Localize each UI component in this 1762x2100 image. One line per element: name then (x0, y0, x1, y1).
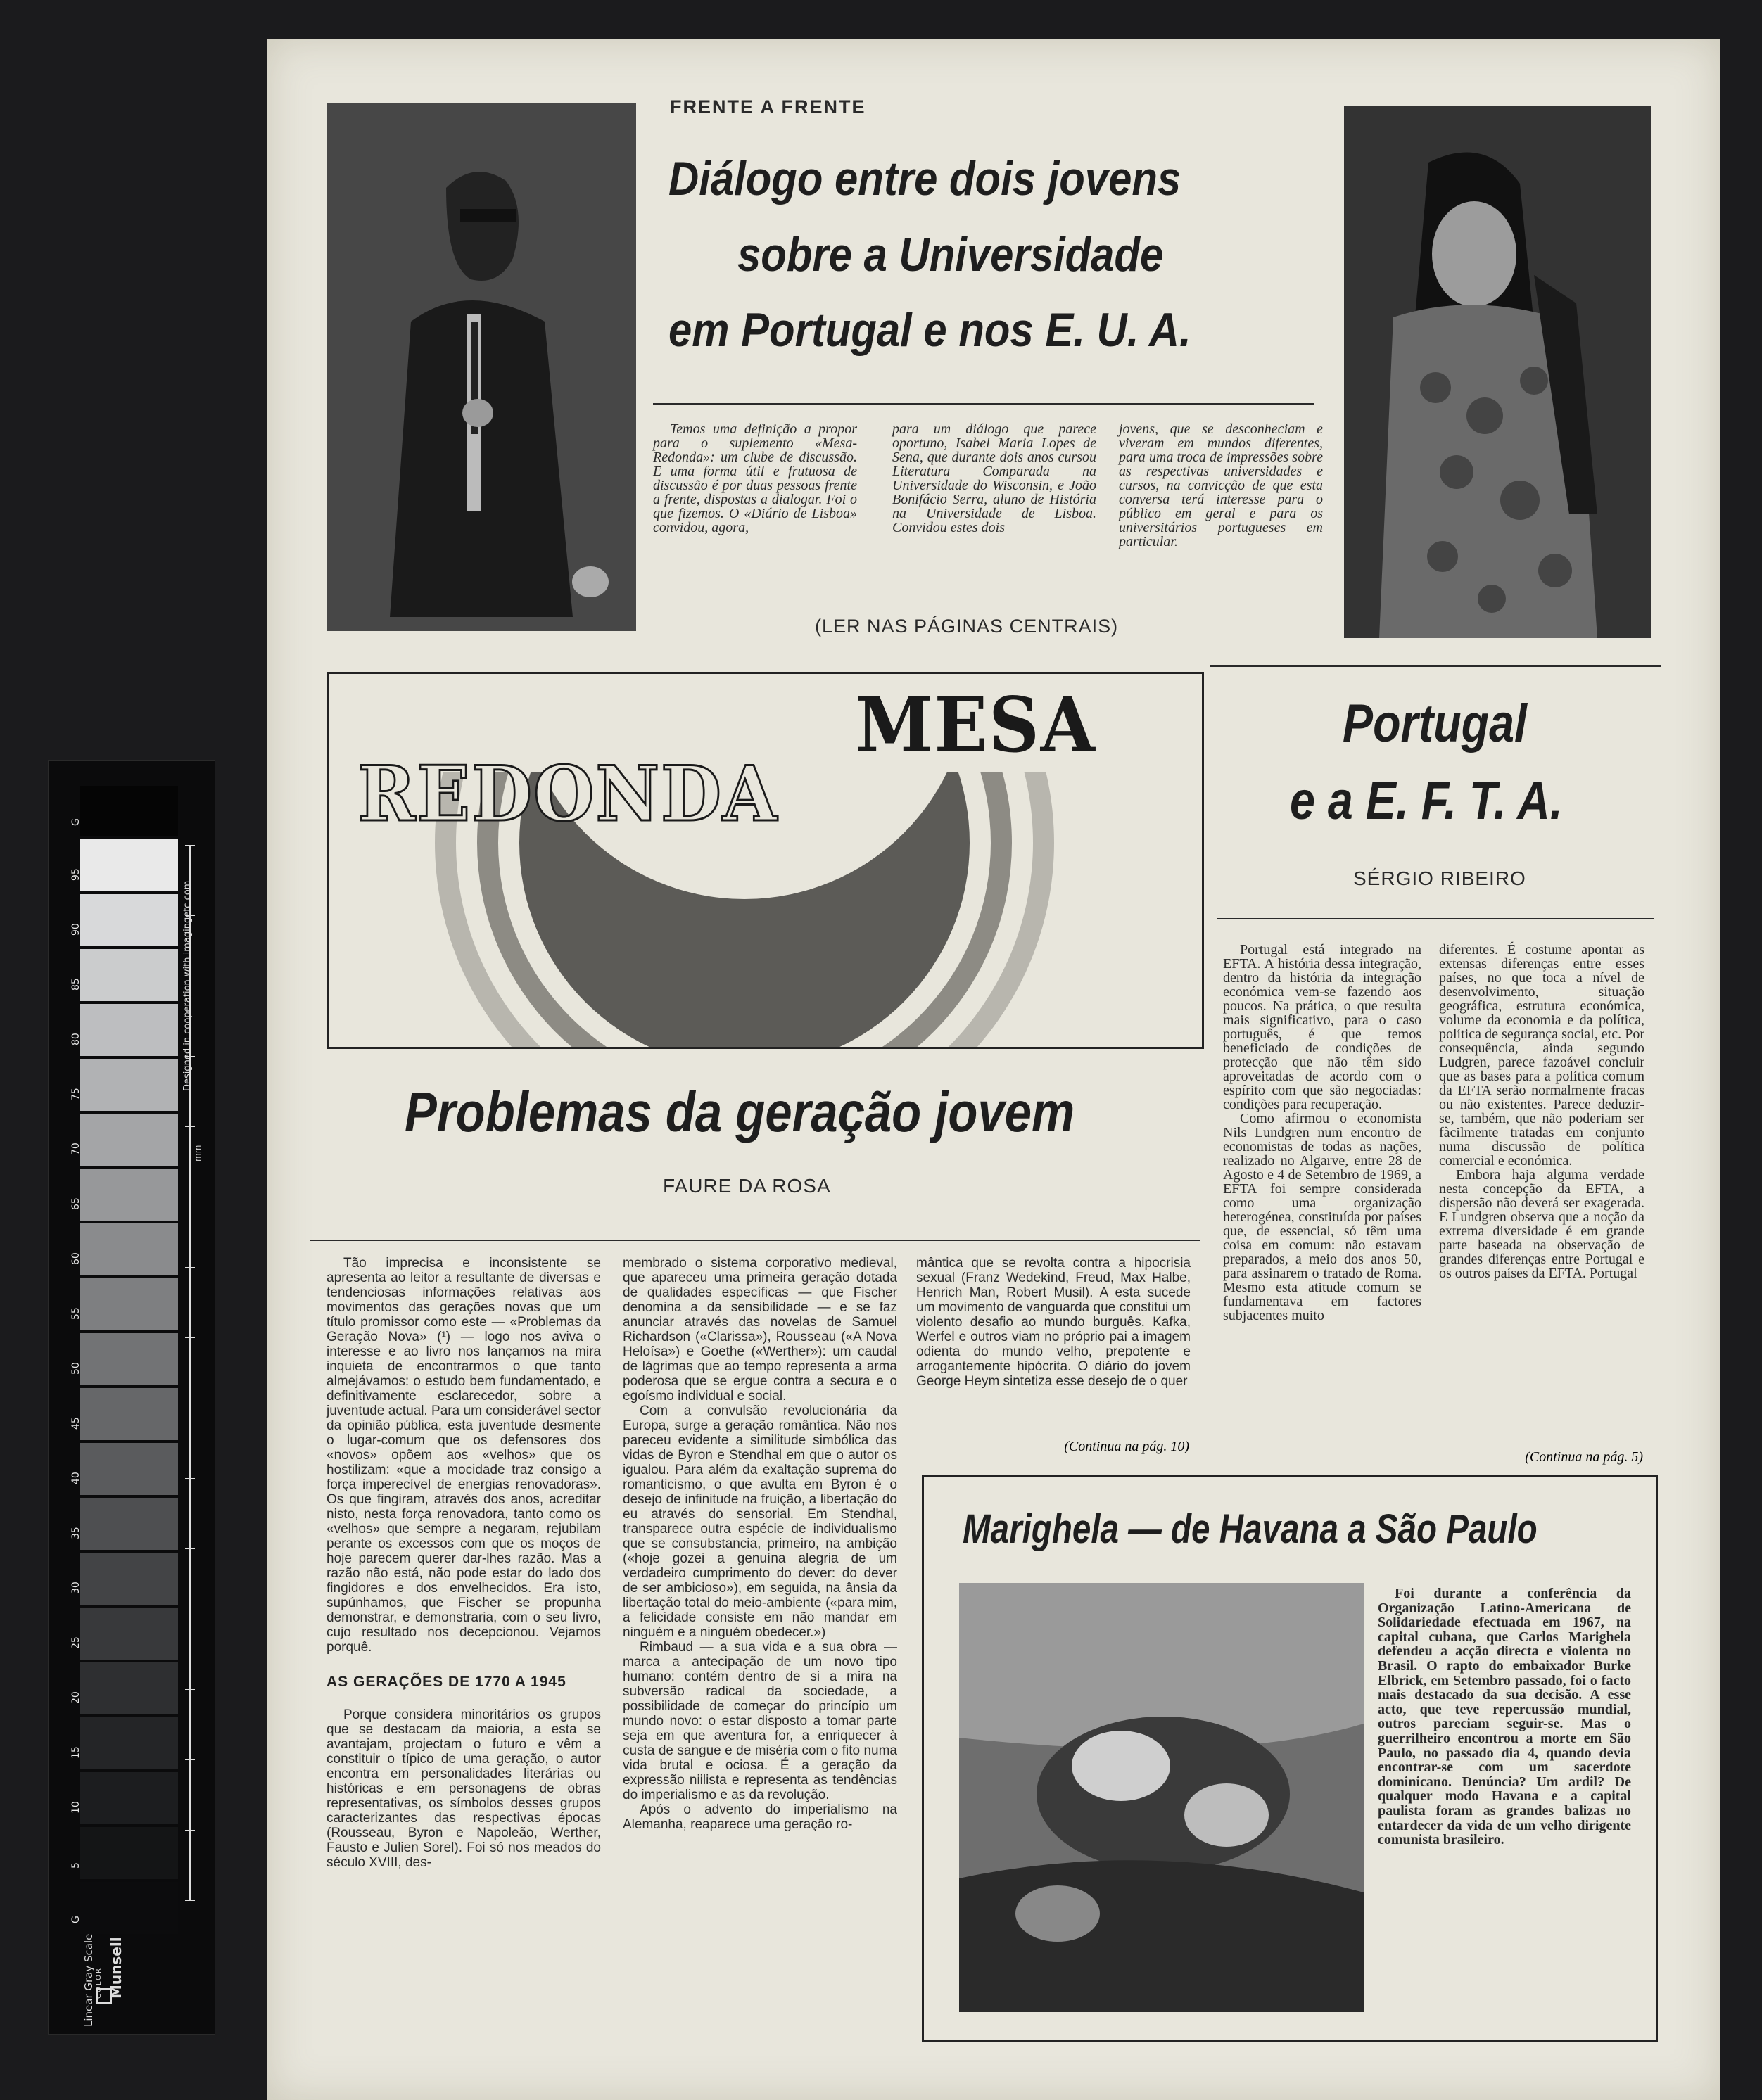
intro-col-2: para um diálogo que parece oportuno, Isabel Maria Lopes de Sena, que durante dois anos cursou Literatura Comparada na Universidade do Wisconsin, e João Bonifácio Serra, aluno de História na Universidade de Lisboa. Convidou estes dois (892, 421, 1096, 535)
gray-patch (80, 1717, 178, 1769)
marighela-text: Foi durante a conferência da Organização Latino-Americana de Solidariedade efectuada em 1967, na capital cubana, que Carlos Marighela defendeu a acção directa e violenta no Brasil. O rapto do embaixador Burke Elbrick, em Setembro passado, foi o facto mais destacado da sua decisão. A esse acto, que teve repercussão mundial, outros pareciam seguir-se. Mas o guerrilheiro encontrou a morte em São Paulo, no passado dia 4, quando devia encontrar-se com um sacerdote dominicano. Denúncia? Um ardil? De qualquer modo Havana e a capital paulista foram as grandes balizas no entardecer da vida de um velho dirigente comunista brasileiro. (1378, 1586, 1631, 1848)
newspaper-page (267, 39, 1720, 2100)
scale-number: 15 (70, 1746, 82, 1759)
efta-title-2: e a E. F. T. A. (1290, 771, 1563, 831)
scale-number: G (70, 1916, 82, 1923)
gray-scale-card (48, 760, 215, 2035)
munsell-logo-icon (96, 1988, 112, 2004)
divider (1210, 665, 1661, 667)
scale-number: G (70, 818, 82, 826)
scale-number: 45 (70, 1417, 82, 1430)
problemas-author: FAURE DA ROSA (663, 1175, 831, 1197)
scale-number: 25 (70, 1636, 82, 1649)
intro-col-3: jovens, que se desconheciam e viveram em mundos diferentes, para uma troca de impressões sobre as respectivas universidades e cursos, na convicção de que esta conversa terá interesse para o público em geral e para os universitários portugueses em particular. (1119, 421, 1323, 549)
divider (1217, 918, 1654, 919)
scale-number: 30 (70, 1582, 82, 1594)
scale-number: 70 (70, 1143, 82, 1155)
gray-patch (80, 949, 178, 1001)
scale-title: Linear Gray Scale (82, 1933, 95, 2027)
scale-number: 50 (70, 1362, 82, 1375)
gray-patch (80, 1443, 178, 1495)
scale-number: 40 (70, 1472, 82, 1484)
scale-number: 75 (70, 1088, 82, 1100)
gray-patch (80, 1004, 178, 1056)
gray-patch (80, 1278, 178, 1330)
scale-number: 60 (70, 1252, 82, 1265)
gray-patch (80, 1772, 178, 1824)
gray-patch (80, 1827, 178, 1879)
scale-number: 35 (70, 1527, 82, 1539)
efta-author: SÉRGIO RIBEIRO (1353, 867, 1526, 889)
photo-marighela (959, 1583, 1364, 2012)
problemas-col-3: mântica que se revolta contra a hipocrisia sexual (Franz Wedekind, Freud, Max Halbe, Henrich Man, Robert Musil). A esta sucede um movimento de vanguarda que constitui um violento desafio ao mundo burguês. Kafka, Werfel e outros viam no próprio pai a imagem odienta do mundo velho, prepotente e arrogantemente hipócrita. O diário do jovem George Heym sintetiza esse desejo de o quer (916, 1256, 1191, 1389)
gray-patch (80, 894, 178, 946)
gray-patch (80, 786, 178, 836)
gray-patch (80, 1498, 178, 1550)
scale-number: 85 (70, 978, 82, 991)
photo-young-woman (1344, 106, 1651, 638)
gray-patch (80, 1882, 178, 1934)
divider (653, 403, 1314, 405)
scale-number: 95 (70, 868, 82, 881)
scale-number: 65 (70, 1197, 82, 1210)
mesa-redonda-masthead (327, 672, 1204, 1049)
scale-number: 5 (70, 1862, 82, 1869)
efta-continued: (Continua na pág. 5) (1525, 1449, 1643, 1465)
see-inside-note: (LER NAS PÁGINAS CENTRAIS) (815, 616, 1119, 637)
headline-line-3: em Portugal e nos E. U. A. (668, 303, 1191, 357)
gray-patch (80, 1333, 178, 1385)
kicker: FRENTE A FRENTE (670, 96, 866, 117)
gray-patch (80, 1169, 178, 1221)
problemas-col-1: Tão imprecisa e inconsistente se apresenta ao leitor a resultante de diversas e tendenciosas informações relativas aos movimentos das gerações novas que um título promissor como este — «Problemas da Geração Nova» (¹) — logo nos aviva o interesse e ao livro nos lançamos na mira inquieta de encontrarmos o que tanto almejávamos: o estudo bem fundamentado, e definitivamente esclarecedor, sobre a juventude actual. Para um considerável sector da opinião pública, esta juventude desmente o lugar-comum que os defensores dos «novos» opõem aos «velhos» que os hostilizam: «que a mocidade traz consigo a força imperecível de energias renovadoras». Os que fingiram, através dos anos, acreditar nisto, nesta força renovadora, tanto como os «velhos» que sempre a negaram, rejubilam perante os excessos com que os moços de hoje parecem querer dar-lhes razão. Mas a razão não está, não pode estar do lado dos fingidores e dos envelhecidos. Era isto, supúnhamos, que Fischer se propunha demonstrar, e demonstraria, com o seu livro, cujo resultado nos decepcionou. Vejamos porquê. AS GERAÇÕES DE 1770 A 1945 Porque considera minoritários os grupos que se destacam da maioria, a esta se avantajam, projectam o futuro e vêm a constituir o típico de uma geração, o autor encontra em personalidades literárias ou históricas e em personagens de obras representativas, os símbolos desses grupos caracterizantes das respectivas épocas (Rousseau, Byron e Napoleão, Werther, Fausto e Julien Sorel). Foi só nos meados do século XVIII, des- (327, 1256, 601, 1870)
problemas-title: Problemas da geração jovem (405, 1081, 1075, 1143)
scale-mm-label: mm (193, 1145, 203, 1162)
gray-patch (80, 1388, 178, 1440)
intro-col-1: Temos uma definição a propor para o suplemento «Mesa-Redonda»: um clube de discussão. E uma forma útil e frutuosa de discussão é por duas pessoas frente a frente, dispostas a dialogar. Foi o que fizemos. O «Diário de Lisboa» convidou, agora, (653, 421, 857, 535)
scale-brand: Munsell (108, 1937, 125, 1999)
divider (310, 1240, 1200, 1241)
problemas-col-2: membrado o sistema corporativo medieval, que apareceu uma primeira geração dotada de qualidades específicas — que Fischer denomina a da sensibilidade — e se faz anunciar através das novelas de Samuel Richardson («Clarissa»), Rousseau («A Nova Heloísa») e Goethe («Werther»): um caudal de lágrimas que ao tempo representa a arma poderosa que se ergue contra a secura e o egoísmo individual e social. Com a convulsão revolucionária da Europa, surge a geração romântica. Não nos pareceu evidente a similitude simbólica das vidas de Byron e Stendhal em que o autor os igualou. Para além da exaltação suprema do romanticismo, o que avulta em Byron é o desejo de infinitude na fruição, a libertação do eu através do sensorial. Em Stendhal, transparece outra espécie de individualismo que se consubstancia, primeiro, na ambição («hoje gozei a genuína alegria de um verdadeiro cumprimento do dever: do dever de ser ambicioso»), em seguida, na ânsia da libertação total do meio-ambiente («para mim, a felicidade consiste em não mandar em ninguém e a ninguém obedecer.») Rimbaud — a sua vida e a sua obra — marca a antecipação de um novo tipo humano: contém dentro de si a mira na subversão radical da sociedade, a possibilidade de começar do princípio um mundo novo: o estar disposto a tomar parte seja em que aventura for, a enriquecer à custa de sangue e de miséria com o fito numa vida brutal e ociosa. É a geração da expressão niilista e representa as tendências do imperialismo e as da revolução. Após o advento do imperialismo na Alemanha, reaparece uma geração ro- (623, 1256, 897, 1832)
gray-patch (80, 1553, 178, 1605)
problemas-subhead: AS GERAÇÕES DE 1770 A 1945 (327, 1674, 566, 1690)
efta-title-1: Portugal (1343, 694, 1527, 753)
gray-patch (80, 1114, 178, 1166)
scale-number: 20 (70, 1691, 82, 1704)
scale-credit: Designed in cooperation with imagingetc.com (182, 880, 193, 1091)
scale-number: 80 (70, 1033, 82, 1045)
headline-line-1: Diálogo entre dois jovens (668, 152, 1181, 205)
gray-patch (80, 1059, 178, 1111)
gray-patch (80, 1608, 178, 1660)
efta-col-1: Portugal está integrado na EFTA. A história dessa integração, dentro da história da integração económica vem-se fazendo aos poucos. Na prática, o que resulta mais significativo, para o caso português, é que temos beneficiado de condições de protecção que não têm sido aproveitadas de acordo com o espírito com que são negociadas: condições para recuperação. Como afirmou o economista Nils Lundgren num encontro de economistas de todas as nações, realizado no Algarve, entre 28 de Agosto e 4 de Setembro de 1969, a EFTA foi sempre considerada como uma organização heterogénea, constituída por países que, de essencial, só têm uma coisa em comum: não estavam preparados, a meio dos anos 50, para assinarem o tratado de Roma. Mesmo esta atitude comum se fundamentava em factores subjacentes muito (1223, 942, 1421, 1323)
gray-patch (80, 1662, 178, 1714)
problemas-continued: (Continua na pág. 10) (1064, 1439, 1189, 1454)
scale-number: 90 (70, 923, 82, 936)
gray-patch (80, 1223, 178, 1275)
headline-line-2: sobre a Universidade (737, 228, 1164, 281)
gray-patch (80, 839, 178, 891)
scale-number: 55 (70, 1307, 82, 1320)
photo-young-man (327, 103, 636, 631)
scale-brand-sub: COLOR (95, 1967, 103, 1999)
masthead-line-1: MESA (856, 681, 1096, 770)
masthead-line-2: REDONDA (357, 750, 778, 839)
marighela-box (922, 1475, 1658, 2042)
marighela-title: Marighela — de Havana a São Paulo (963, 1506, 1538, 1552)
scale-number: 10 (70, 1801, 82, 1814)
efta-col-2: diferentes. É costume apontar as extensas diferenças entre esses países, no que toca a nível de desenvolvimento, situação geográfica, estrutura económica, volume da economia e da política, política de segurança social, etc. Por consequência, ainda segundo Ludgren, parece fazoável concluir que as bases para a política comum da EFTA serão normalmente fracas ou não existentes. Parece deduzir-se, também, que não poderiam ser fàcilmente tratadas em conjunto numa discussão de política comercial e económica. Embora haja alguma verdade nesta concepção da EFTA, a dispersão não deverá ser exagerada. E Lundgren observa que a noção da extrema diversidade é em grande parte baseada na observação de grandes diferenças entre Portugal e os outros países da EFTA. Portugal (1439, 942, 1644, 1281)
